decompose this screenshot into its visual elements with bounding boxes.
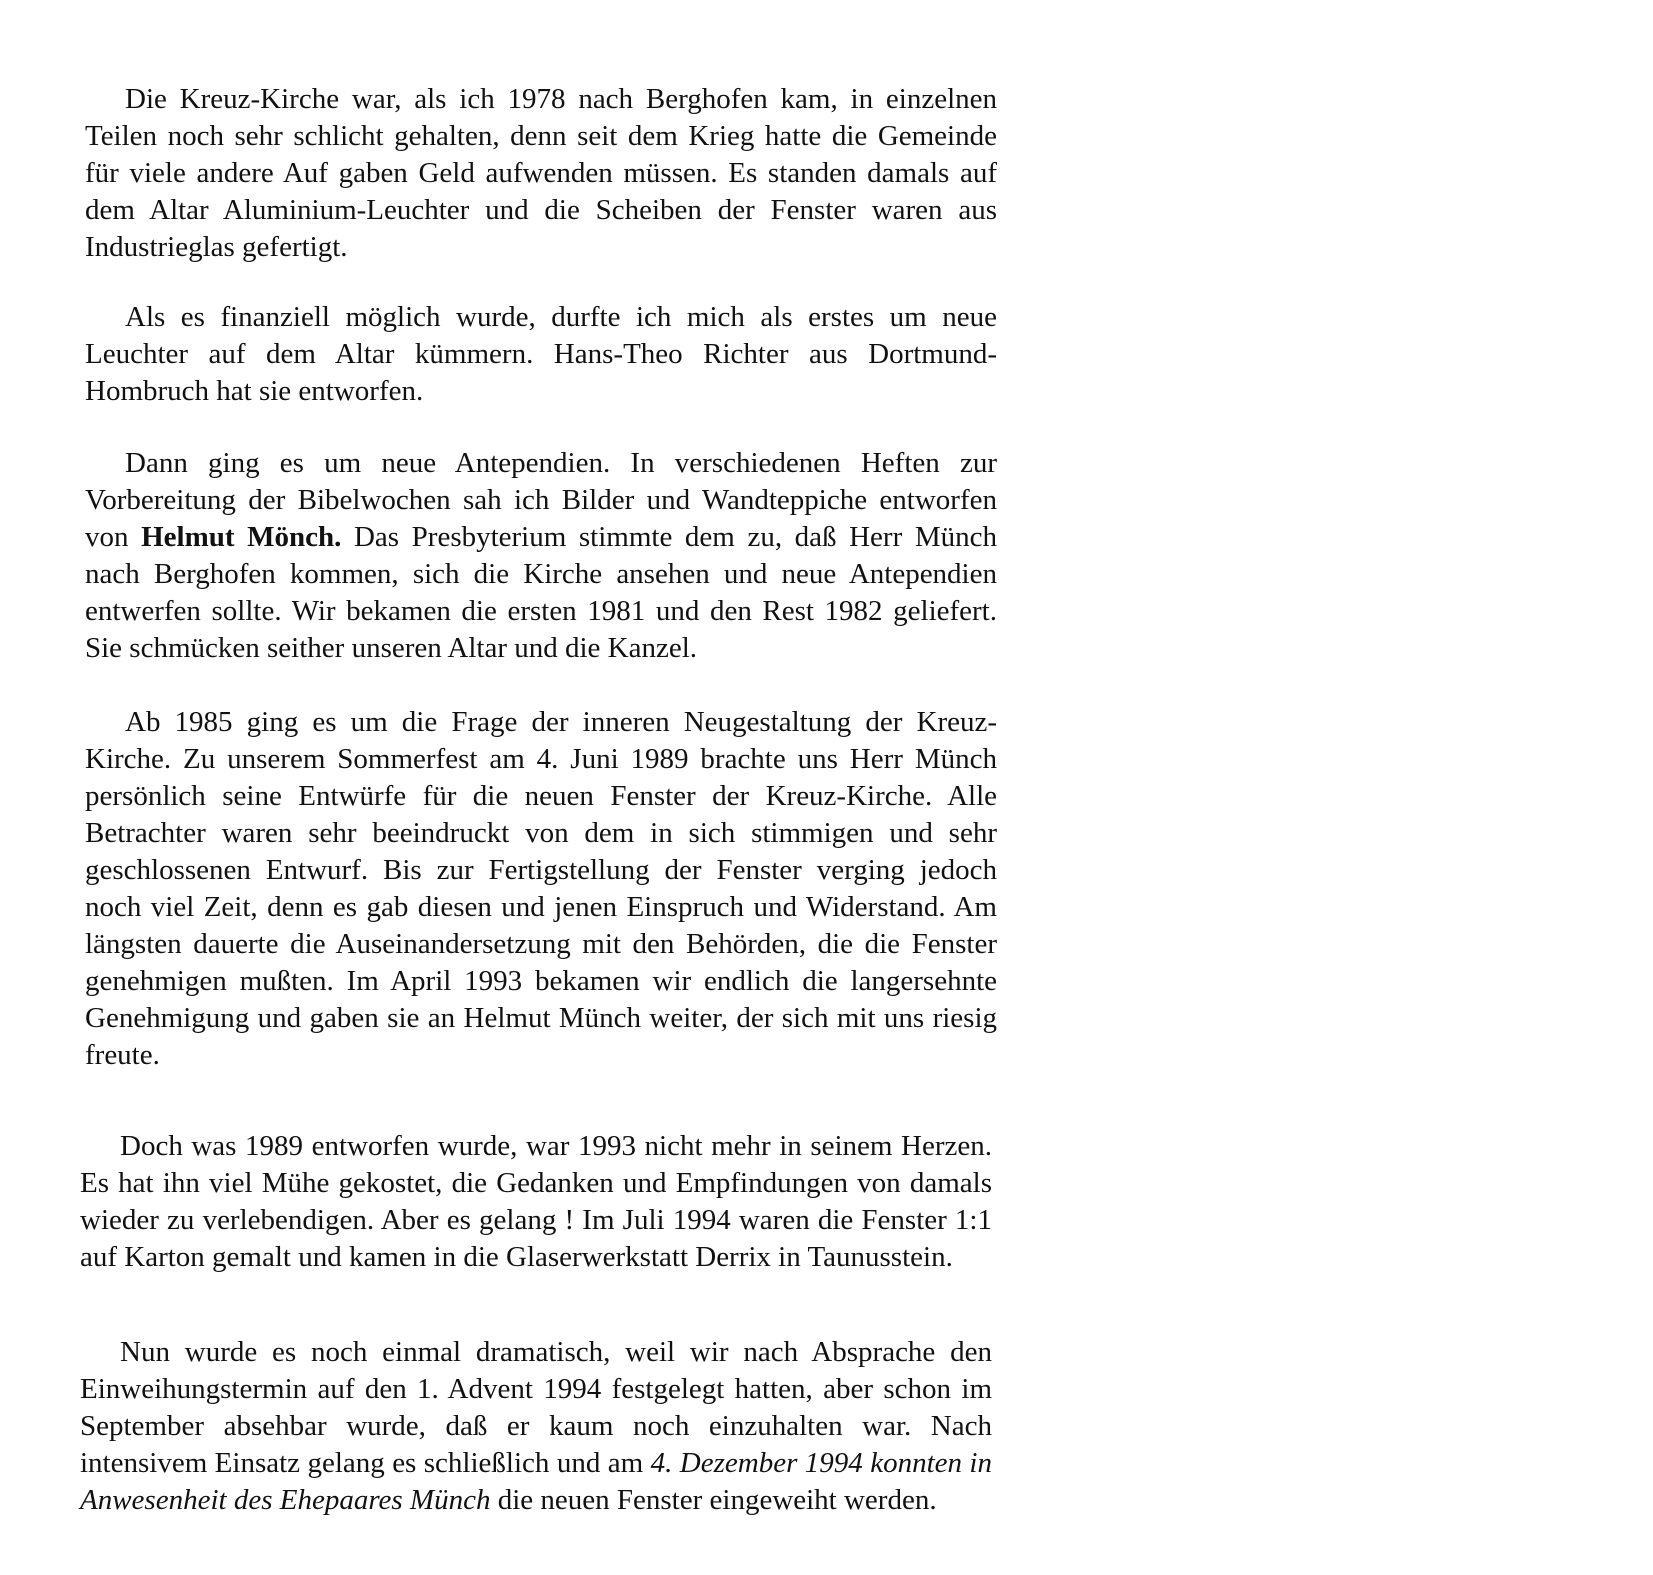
paragraph-6 (80, 1334, 992, 1519)
paragraph-3-text-before: Dann ging es um neue Antependien. In verschiedenen Heften zur Vorbereitung der Bibelwochen sah ich Bilder und Wandteppiche entworfen von (85, 447, 997, 553)
paragraph-2 (85, 299, 997, 410)
paragraph-5-text: Doch was 1989 entworfen wurde, war 1993 nicht mehr in seinem Herzen. Es hat ihn viel Mühe gekostet, die Gedanken und Empfindungen von damals wieder zu verlebendigen. Aber es gelang ! Im Juli 1994 waren die Fenster 1:1 auf Karton gemalt und kamen in die Glaserwerkstatt Derrix in Taunusstein. (80, 1130, 992, 1273)
paragraph-2-text: Als es finanziell möglich wurde, durfte ich mich als erstes um neue Leuchter auf dem Altar kümmern. Hans-Theo Richter aus Dortmund-Hombruch hat sie entworfen. (85, 301, 997, 407)
paragraph-3 (85, 445, 997, 667)
paragraph-5 (80, 1128, 992, 1276)
paragraph-4-text: Ab 1985 ging es um die Frage der inneren Neugestaltung der Kreuz-Kirche. Zu unserem Sommerfest am 4. Juni 1989 brachte uns Herr Münch persönlich seine Entwürfe für die neuen Fenster der Kreuz-Kirche. Alle Betrachter waren sehr beeindruckt von dem in sich stimmigen und sehr geschlossenen Entwurf. Bis zur Fertigstellung der Fenster verging jedoch noch viel Zeit, denn es gab diesen und jenen Einspruch und Widerstand. Am längsten dauerte die Auseinandersetzung mit den Behörden, die die Fenster genehmigen mußten. Im April 1993 bekamen wir endlich die langersehnte Genehmigung und gaben sie an Helmut Münch weiter, der sich mit uns riesig freute. (85, 706, 997, 1071)
paragraph-4 (85, 704, 997, 1074)
paragraph-6-text-before: Nun wurde es noch einmal dramatisch, weil wir nach Absprache den Einweihungstermin auf den 1. Advent 1994 festgelegt hatten, aber schon im September absehbar wurde, daß er kaum noch einzuhalten war. Nach intensivem Einsatz gelang es schließlich und am (80, 1336, 992, 1479)
paragraph-3-text-after: Das Presbyterium stimmte dem zu, daß Herr Münch nach Berghofen kommen, sich die Kirche ansehen und neue Antependien entwerfen sollte. Wir bekamen die ersten 1981 und den Rest 1982 geliefert. Sie schmücken seither unseren Altar und die Kanzel. (85, 521, 997, 664)
dedication-date-italic: 4. Dezember 1994 konnten in Anwesenheit des Ehepaares Münch (80, 1447, 992, 1516)
paragraph-1-text: Die Kreuz-Kirche war, als ich 1978 nach Berghofen kam, in einzelnen Teilen noch sehr schlicht gehalten, denn seit dem Krieg hatte die Gemeinde für viele andere Auf gaben Geld aufwenden müssen. Es standen damals auf dem Altar Aluminium-Leuchter und die Scheiben der Fenster waren aus Industrieglas gefertigt. (85, 83, 997, 263)
paragraph-6-text-after: die neuen Fenster eingeweiht werden. (490, 1484, 937, 1516)
artist-name-bold: Helmut Mönch. (141, 521, 342, 553)
paragraph-1 (85, 81, 997, 266)
